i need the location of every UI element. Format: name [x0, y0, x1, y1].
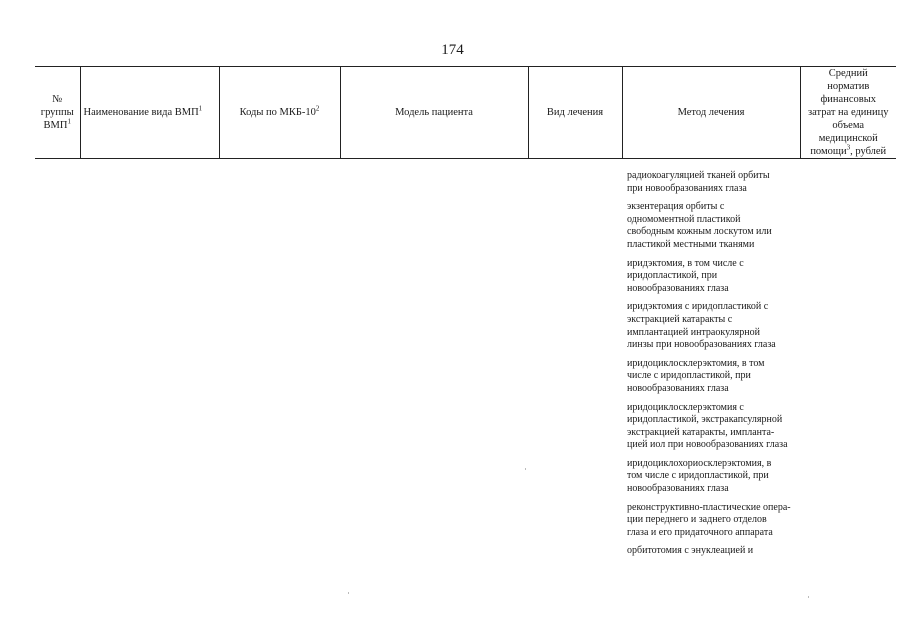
scan-speck: [808, 596, 809, 598]
header-group-number: [35, 67, 80, 159]
header-group-number-label: № группы ВМП: [40, 94, 74, 131]
list-item: радиокоагуляцией тканей орбиты при новообразованиях глаза: [627, 170, 770, 194]
treatment-method-list: [627, 170, 807, 564]
page-number: 174: [441, 42, 464, 58]
list-item: иридэктомия, в том числе с иридопластикой, при новообразованиях глаза: [627, 257, 744, 294]
list-item: реконструктивно-пластические опера- ции переднего и заднего отделов глаза и его придаточного аппарата: [627, 501, 791, 538]
header-icd-codes: [219, 67, 340, 159]
header-vmp-name: [80, 67, 219, 159]
header-treatment-method: [622, 67, 800, 159]
header-icd-codes-label: Коды по МКБ-10: [239, 107, 316, 118]
list-item: иридоциклосклерэктомия, в том числе с иридопластикой, при новообразованиях глаза: [627, 357, 765, 394]
footnote-marker: 1: [67, 117, 71, 126]
header-cost-standard-label: Средний норматив финансовых затрат на единицу объема медицинской помощи: [807, 68, 889, 157]
scan-speck: [525, 468, 526, 470]
header-treatment-type: [528, 67, 622, 159]
header-vmp-name-label: Наименование вида ВМП: [83, 107, 199, 118]
footnote-marker: 2: [315, 104, 320, 113]
table-header: [35, 66, 896, 159]
list-item: иридоциклохориосклерэктомия, в том числе с иридопластикой, при новообразованиях глаза: [627, 457, 772, 495]
footnote-marker: 3: [846, 143, 851, 152]
header-patient-model-label: Модель пациента: [395, 107, 473, 118]
list-item: орбитотомия с энуклеацией и: [627, 545, 754, 557]
scan-speck: [348, 592, 349, 594]
header-treatment-method-label: Метод лечения: [677, 107, 745, 118]
header-cost-standard-unit: , рублей: [850, 146, 887, 157]
header-treatment-type-label: Вид лечения: [546, 107, 604, 118]
header-cost-standard: [800, 67, 896, 159]
footnote-marker: 1: [198, 104, 203, 113]
list-item: иридоциклосклерэктомия с иридопластикой, экстракапсулярной экстракцией катаракты, импланта- цией иол при новообразованиях глаза: [627, 401, 788, 451]
list-item: иридэктомия с иридопластикой с экстракцией катаракты с имплантацией интраокулярной линзы при новообразованиях глаза: [627, 301, 776, 351]
header-patient-model: [340, 67, 528, 159]
list-item: экзентерация орбиты с одномоментной пластикой свободным кожным лоскутом или пластикой местными тканями: [627, 201, 772, 250]
